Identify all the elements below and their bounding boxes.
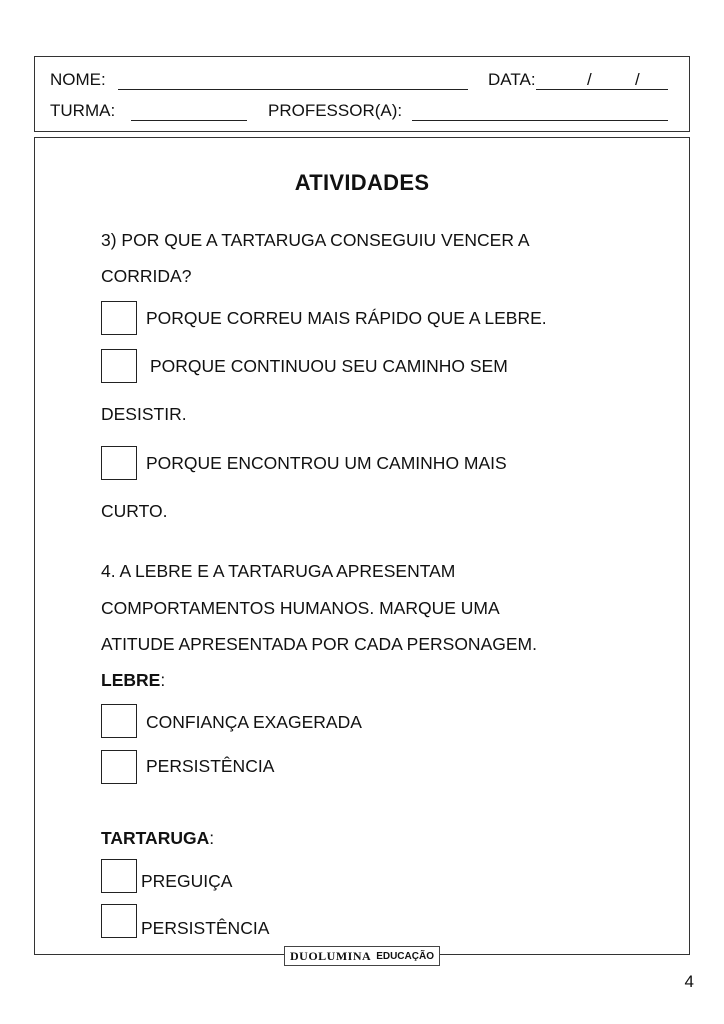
option-text: PREGUIÇA <box>141 871 233 891</box>
name-field[interactable] <box>118 89 468 90</box>
checkbox[interactable] <box>101 859 137 893</box>
name-label: NOME: <box>50 70 106 89</box>
lebre-label: LEBRE <box>101 670 161 690</box>
tartaruga-label: TARTARUGA <box>101 828 210 848</box>
question-3-text: CORRIDA? <box>101 266 192 286</box>
checkbox[interactable] <box>101 301 137 335</box>
page-number: 4 <box>684 972 694 991</box>
option-text: CURTO. <box>101 501 168 521</box>
colon: : <box>209 828 215 848</box>
class-label: TURMA: <box>50 101 116 120</box>
teacher-label: PROFESSOR(A): <box>268 101 403 120</box>
question-4-text: 4. A LEBRE E A TARTARUGA APRESENTAM <box>101 561 456 581</box>
question-4-text: COMPORTAMENTOS HUMANOS. MARQUE UMA <box>101 598 500 618</box>
brand-name: DUOLUMINA <box>290 948 372 963</box>
date-field[interactable] <box>536 89 668 90</box>
question-3-text: 3) POR QUE A TARTARUGA CONSEGUIU VENCER A <box>101 230 530 250</box>
class-field[interactable] <box>131 120 247 121</box>
checkbox[interactable] <box>101 704 137 738</box>
option-text: CONFIANÇA EXAGERADA <box>146 712 362 732</box>
option-text: DESISTIR. <box>101 404 187 424</box>
date-label: DATA: <box>488 70 536 89</box>
question-4-text: ATITUDE APRESENTADA POR CADA PERSONAGEM. <box>101 634 537 654</box>
brand-logo <box>284 946 440 966</box>
option-text: PORQUE CORREU MAIS RÁPIDO QUE A LEBRE. <box>146 308 547 328</box>
lebre-heading <box>101 669 165 691</box>
option-text: PERSISTÊNCIA <box>141 918 270 938</box>
checkbox[interactable] <box>101 446 137 480</box>
teacher-field[interactable] <box>412 120 668 121</box>
checkbox[interactable] <box>101 904 137 938</box>
option-text: PERSISTÊNCIA <box>146 756 275 776</box>
option-text: PORQUE CONTINUOU SEU CAMINHO SEM <box>150 356 508 376</box>
option-text: PORQUE ENCONTROU UM CAMINHO MAIS <box>146 453 507 473</box>
colon: : <box>160 670 166 690</box>
page-title: ATIVIDADES <box>294 170 430 195</box>
date-separator: / <box>635 70 640 89</box>
date-separator: / <box>587 70 592 89</box>
tartaruga-heading <box>101 827 214 849</box>
checkbox[interactable] <box>101 349 137 383</box>
brand-subtitle: EDUCAÇÃO <box>376 950 434 962</box>
checkbox[interactable] <box>101 750 137 784</box>
